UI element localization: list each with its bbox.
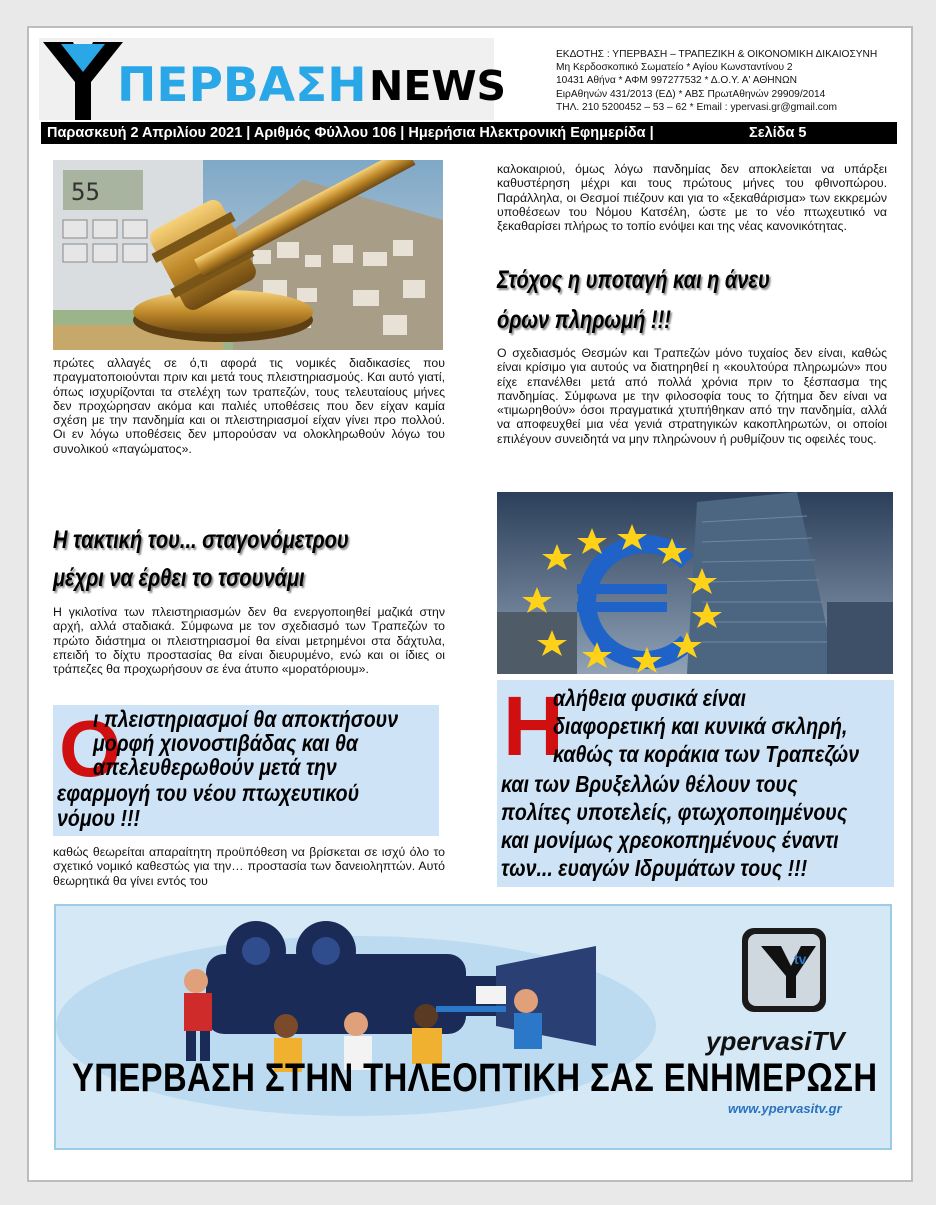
right-callout-line: και μονίμως χρεοκοπημένους έναντι [501, 827, 839, 853]
masthead-logo [39, 38, 507, 120]
left-callout-dropcap: Ο [59, 704, 122, 793]
left-callout [53, 705, 439, 836]
banner-url-link[interactable]: www.ypervasitv.gr [728, 1101, 842, 1116]
right-callout [497, 680, 894, 887]
right-callout-line: διαφορετική και κυνικά σκληρή, [553, 713, 848, 739]
date-bar [41, 122, 897, 144]
left-callout-line: νόμου !!! [57, 805, 141, 831]
right-paragraph-1: καλοκαιριού, όμως λόγω πανδημίας δεν αποκλείεται να υπάρξει καθυστέρηση μέχρι και τους πρώτους μήνες του φθινοπώρου. Παράλληλα, οι Θεσμοί πιέζουν και για το «ξεκαθάρισμα» των εκκρεμών υποθέσεων του Νόμου Κατσέλη, ώστε με το νέο πτωχευτικό να ξεκαθαρίσει πλήρως το τοπίο ενόψει και της νέας κανονικότητας. [497, 162, 887, 234]
left-callout-line: ι πλειστηριασμοί θα αποκτήσουν [93, 706, 399, 732]
page-number: Σελίδα 5 [749, 125, 807, 141]
left-heading-line-1: Η τακτική του... σταγονόμετρου [53, 526, 349, 554]
publisher-line: ΤΗΛ. 210 5200452 – 53 – 62 * Email : ypervasi.gr@gmail.com [556, 101, 838, 113]
left-paragraph-2: Η γκιλοτίνα των πλειστηριασμών δεν θα ενεργοποιηθεί μαζικά στην αρχή, αλλά σταδιακά. Σύμφωνα με τον σχεδιασμό των Τραπεζών το πρώτο διάστημα οι πλειστηριασμοί θα είναι μετρημένοι στα δάχτυλα, επειδή το δίχτυ προστασίας θα είναι διευρυμένο, ενώ και οι ίδιες οι τράπεζες θα προχωρήσουν σε ένα άτυπο «μορατόριουμ». [53, 605, 445, 677]
publisher-line: 10431 Αθήνα * ΑΦΜ 997277532 * Δ.Ο.Υ. Α' ΑΘΗΝΩΝ [556, 75, 797, 87]
tv-logo-label: tv [794, 951, 807, 967]
left-paragraph-1: πρώτες αλλαγές σε ό,τι αφορά τις νομικές διαδικασίες που πραγματοποιούνται πριν και μετά τους πλειστηριασμούς. Και αυτό γιατί, όπως ισχυρίζονται τα στελέχη των τραπεζών, τους τελευταίους μήνες δεν προχώρησαν ακόμα και παλιές υποθέσεις που δεν είχαν καμία σχέση με την πανδημία και οι πλειστηριασμοί είχαν γίνει προ πολλού. Οι εν λόγω υποθέσεις δεν μπορούσαν να ολοκληρωθούν λόγω του συνολικού «παγώματος». [53, 356, 445, 456]
left-paragraph-3: καθώς θεωρείται απαραίτητη προϋπόθεση να βρίσκεται σε ισχύ όλο το σχετικό νομικό καθεστώς για την… προστασία των δανειοληπτών. Αυτό θεωρητικά θα γίνει εντός του [53, 845, 445, 888]
right-callout-line: πολίτες υποτελείς, φτωχοποιημένους [501, 799, 848, 825]
issue-info: Παρασκευή 2 Απριλίου 2021 | Αριθμός Φύλλου 106 | Ημερήσια Ηλεκτρονική Εφημερίδα | [47, 125, 654, 141]
tv-banner[interactable] [54, 904, 892, 1150]
right-callout-line: αλήθεια φυσικά είναι [553, 685, 746, 711]
publisher-line: ΕΚΔΟΤΗΣ : ΥΠΕΡΒΑΣΗ – ΤΡΑΠΕΖΙΚΗ & ΟΙΚΟΝΟΜΙΚΗ ΔΙΚΑΙΟΣΥΝΗ [556, 49, 878, 60]
left-heading-line-2: μέχρι να έρθει το τσουνάμι [53, 564, 305, 592]
logo-y-icon [43, 42, 123, 120]
right-heading-line-1: Στόχος η υποταγή και η άνευ [497, 266, 770, 294]
svg-text:55: 55 [71, 178, 100, 206]
logo-news-text: NEWS [369, 62, 507, 110]
right-callout-line: των... ευαγών Ιδρυμάτων τους !!! [501, 855, 808, 881]
publisher-line: Μη Κερδοσκοπικό Σωματείο * Αγίου Κωνσταντίνου 2 [556, 62, 793, 74]
right-callout-line: καθώς τα κοράκια των Τραπεζών [553, 741, 860, 767]
left-callout-line: εφαρμογή του νέου πτωχευτικού [57, 780, 360, 806]
newspaper-page [27, 26, 913, 1182]
euro-sign-photo [497, 492, 893, 674]
publisher-info [556, 48, 901, 114]
banner-title: ΥΠΕΡΒΑΣΗ ΣΤΗΝ ΤΗΛΕΟΠΤΙΚΗ ΣΑΣ ΕΝΗΜΕΡΩΣΗ [72, 1056, 878, 1100]
tv-brand-name: ypervasiTV [706, 1026, 845, 1056]
left-callout-line: μορφή χιονοστιβάδας και θα [93, 730, 359, 756]
left-callout-line: απελευθερωθούν μετά την [93, 754, 337, 780]
right-callout-line: και των Βρυξελλών θέλουν τους [501, 771, 798, 797]
right-heading-line-2: όρων πληρωμή !!! [497, 306, 671, 334]
logo-main-text: ΠΕΡΒΑΣΗ [117, 58, 367, 113]
publisher-line: ΕιρΑθηνών 431/2013 (ΕΔ) * ΑΒΣ ΠρωτΑθηνών 29909/2014 [556, 88, 826, 100]
gavel-photo [53, 160, 443, 350]
right-paragraph-2: Ο σχεδιασμός Θεσμών και Τραπεζών μόνο τυχαίος δεν είναι, καθώς είναι κρίσιμο για αυτούς να διατηρηθεί η «κουλτούρα πληρωμών» που είχε επανέλθει μετά από πολλά χρόνια πριν το ξέσπασμα της πανδημίας. Σύμφωνα με την φιλοσοφία τους το ζήτημα δεν είναι να «τιμωρηθούν» όσοι πραγματικά χτυπήθηκαν από την πανδημία, αλλά να αποφευχθεί μια νέα γενιά στρατηγικών κακοπληρωτών, οι οποίοι επιλέγουν συνειδητά να μην πληρώνουν ή ρυθμίζουν τις οφειλές τους. [497, 346, 887, 446]
right-callout-dropcap: Η [503, 679, 564, 773]
